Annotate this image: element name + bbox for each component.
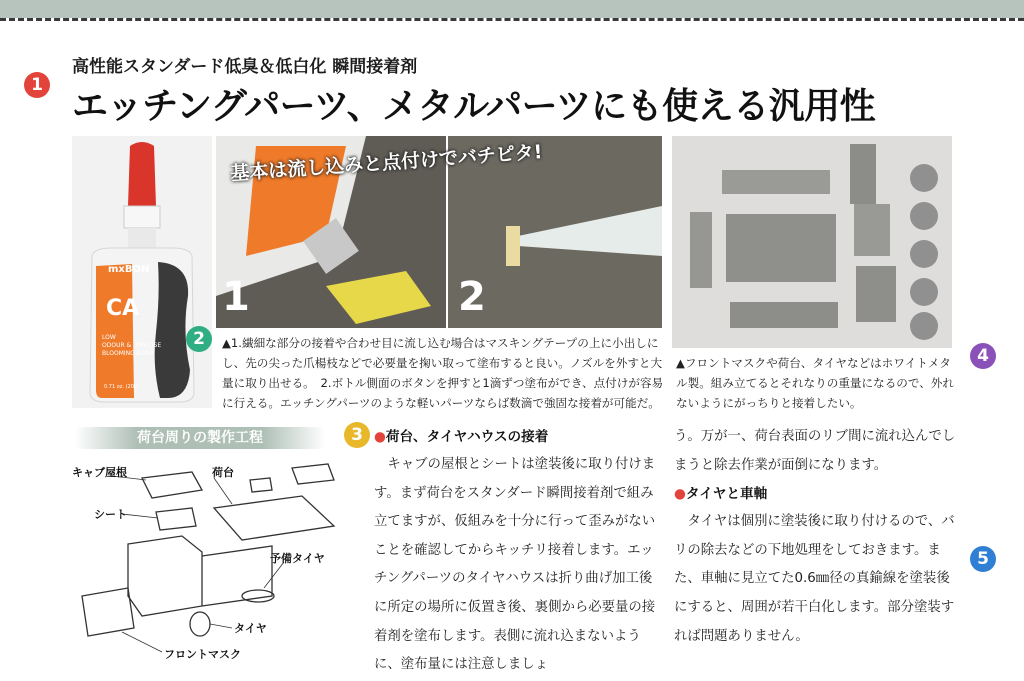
article-paragraph-1: キャブの屋根とシートは塗装後に取り付けます。まず荷台をスタンダード瞬間接着剤で組み立てますが、仮組みを十分に行って歪みがないことを確認してからキッチリ接着します。エッチングパーツのタイヤハウスは折り曲げ加工後に所定の場所に仮置き後、裏側から必要量の接着剤を塗布します。表側に流れ込まないように、塗布量には注意しましょ <box>374 457 656 673</box>
marker-3: 3 <box>344 422 370 448</box>
photo-1-number: 1 <box>222 274 250 320</box>
section-bar <box>75 427 325 449</box>
photo-banner: 基本は流し込みと点付けでバチピタ! <box>229 141 544 185</box>
article-heading-1-text: 荷台、タイヤハウスの接着 <box>385 429 549 445</box>
product-line3: BLOOMING <box>102 350 135 357</box>
marker-5: 5 <box>970 546 996 572</box>
product-photo <box>72 136 212 408</box>
top-decorative-band <box>0 0 1024 18</box>
product-volume: 0.71 oz. (20g) <box>104 384 140 390</box>
product-name: CA <box>106 296 140 321</box>
product-line5: BOND <box>136 350 154 357</box>
label-cab-roof: キャブ屋根 <box>72 466 127 479</box>
product-line1: LOW <box>102 334 116 341</box>
label-front-mask: フロントマスク <box>164 648 241 661</box>
product-line2: ODOUR & <box>102 342 132 349</box>
article-heading-1: ●荷台、タイヤハウスの接着 <box>374 429 549 445</box>
section-title: 荷台周りの製作工程 <box>137 430 263 446</box>
article-paragraph-1-continued: う。万が一、荷台表面のリブ間に流れ込んでしまうと除去作業が面倒になります。 <box>674 429 956 473</box>
article-title: エッチングパーツ、メタルパーツにも使える汎用性 <box>72 86 876 127</box>
label-bed: 荷台 <box>212 466 234 479</box>
label-spare-tire: 予備タイヤ <box>270 552 325 565</box>
article-column-1 <box>374 423 656 680</box>
article-heading-2: ●タイヤと車軸 <box>674 486 768 503</box>
product-line4: PRECISE <box>136 342 162 349</box>
metal-parts-illustration <box>672 136 952 348</box>
article-subtitle: 高性能スタンダード低臭＆低白化 瞬間接着剤 <box>72 57 418 77</box>
photo-2-number: 2 <box>458 274 486 320</box>
article-column-2 <box>674 423 958 651</box>
label-seat: シート <box>94 508 127 521</box>
top-dashed-rule <box>0 18 1024 21</box>
marker-1: 1 <box>24 72 50 98</box>
caption-right: ▲フロントマスクや荷台、タイヤなどはホワイトメタル製。組み立てるとそれなりの重量になるので、外れないようにがっちりと接着したい。 <box>676 356 955 410</box>
caption-middle: ▲1.繊細な部分の接着や合わせ目に流し込む場合はマスキングテープの上に小出しにし、先の尖った爪楊枝などで必要量を掬い取って塗布すると良い。ノズルを外すと大量に取り出せる。 2.ボトル側面のボタンを押すと1滴ずつ塗布ができ、点付けが容易に行える。エッチングパーツのような軽いパーツならば数滴で強固な接着が可能だ。 <box>222 336 664 410</box>
marker-2: 2 <box>186 326 212 352</box>
assembly-diagram-illustration <box>72 456 344 676</box>
label-tire: タイヤ <box>234 622 267 635</box>
marker-4: 4 <box>970 343 996 369</box>
photo-metal-parts <box>672 136 952 348</box>
assembly-diagram <box>72 456 344 676</box>
article-paragraph-2: タイヤは個別に塗装後に取り付けるので、バリの除去などの下地処理をしておきます。また、車軸に見立てた0.6㎜径の真鍮線を塗装後にすると、周囲が若干白化します。部分塗装すれば問題ありません。 <box>674 514 955 644</box>
article-heading-2-text: タイヤと車軸 <box>685 486 768 503</box>
product-brand: mxBON <box>108 264 150 275</box>
